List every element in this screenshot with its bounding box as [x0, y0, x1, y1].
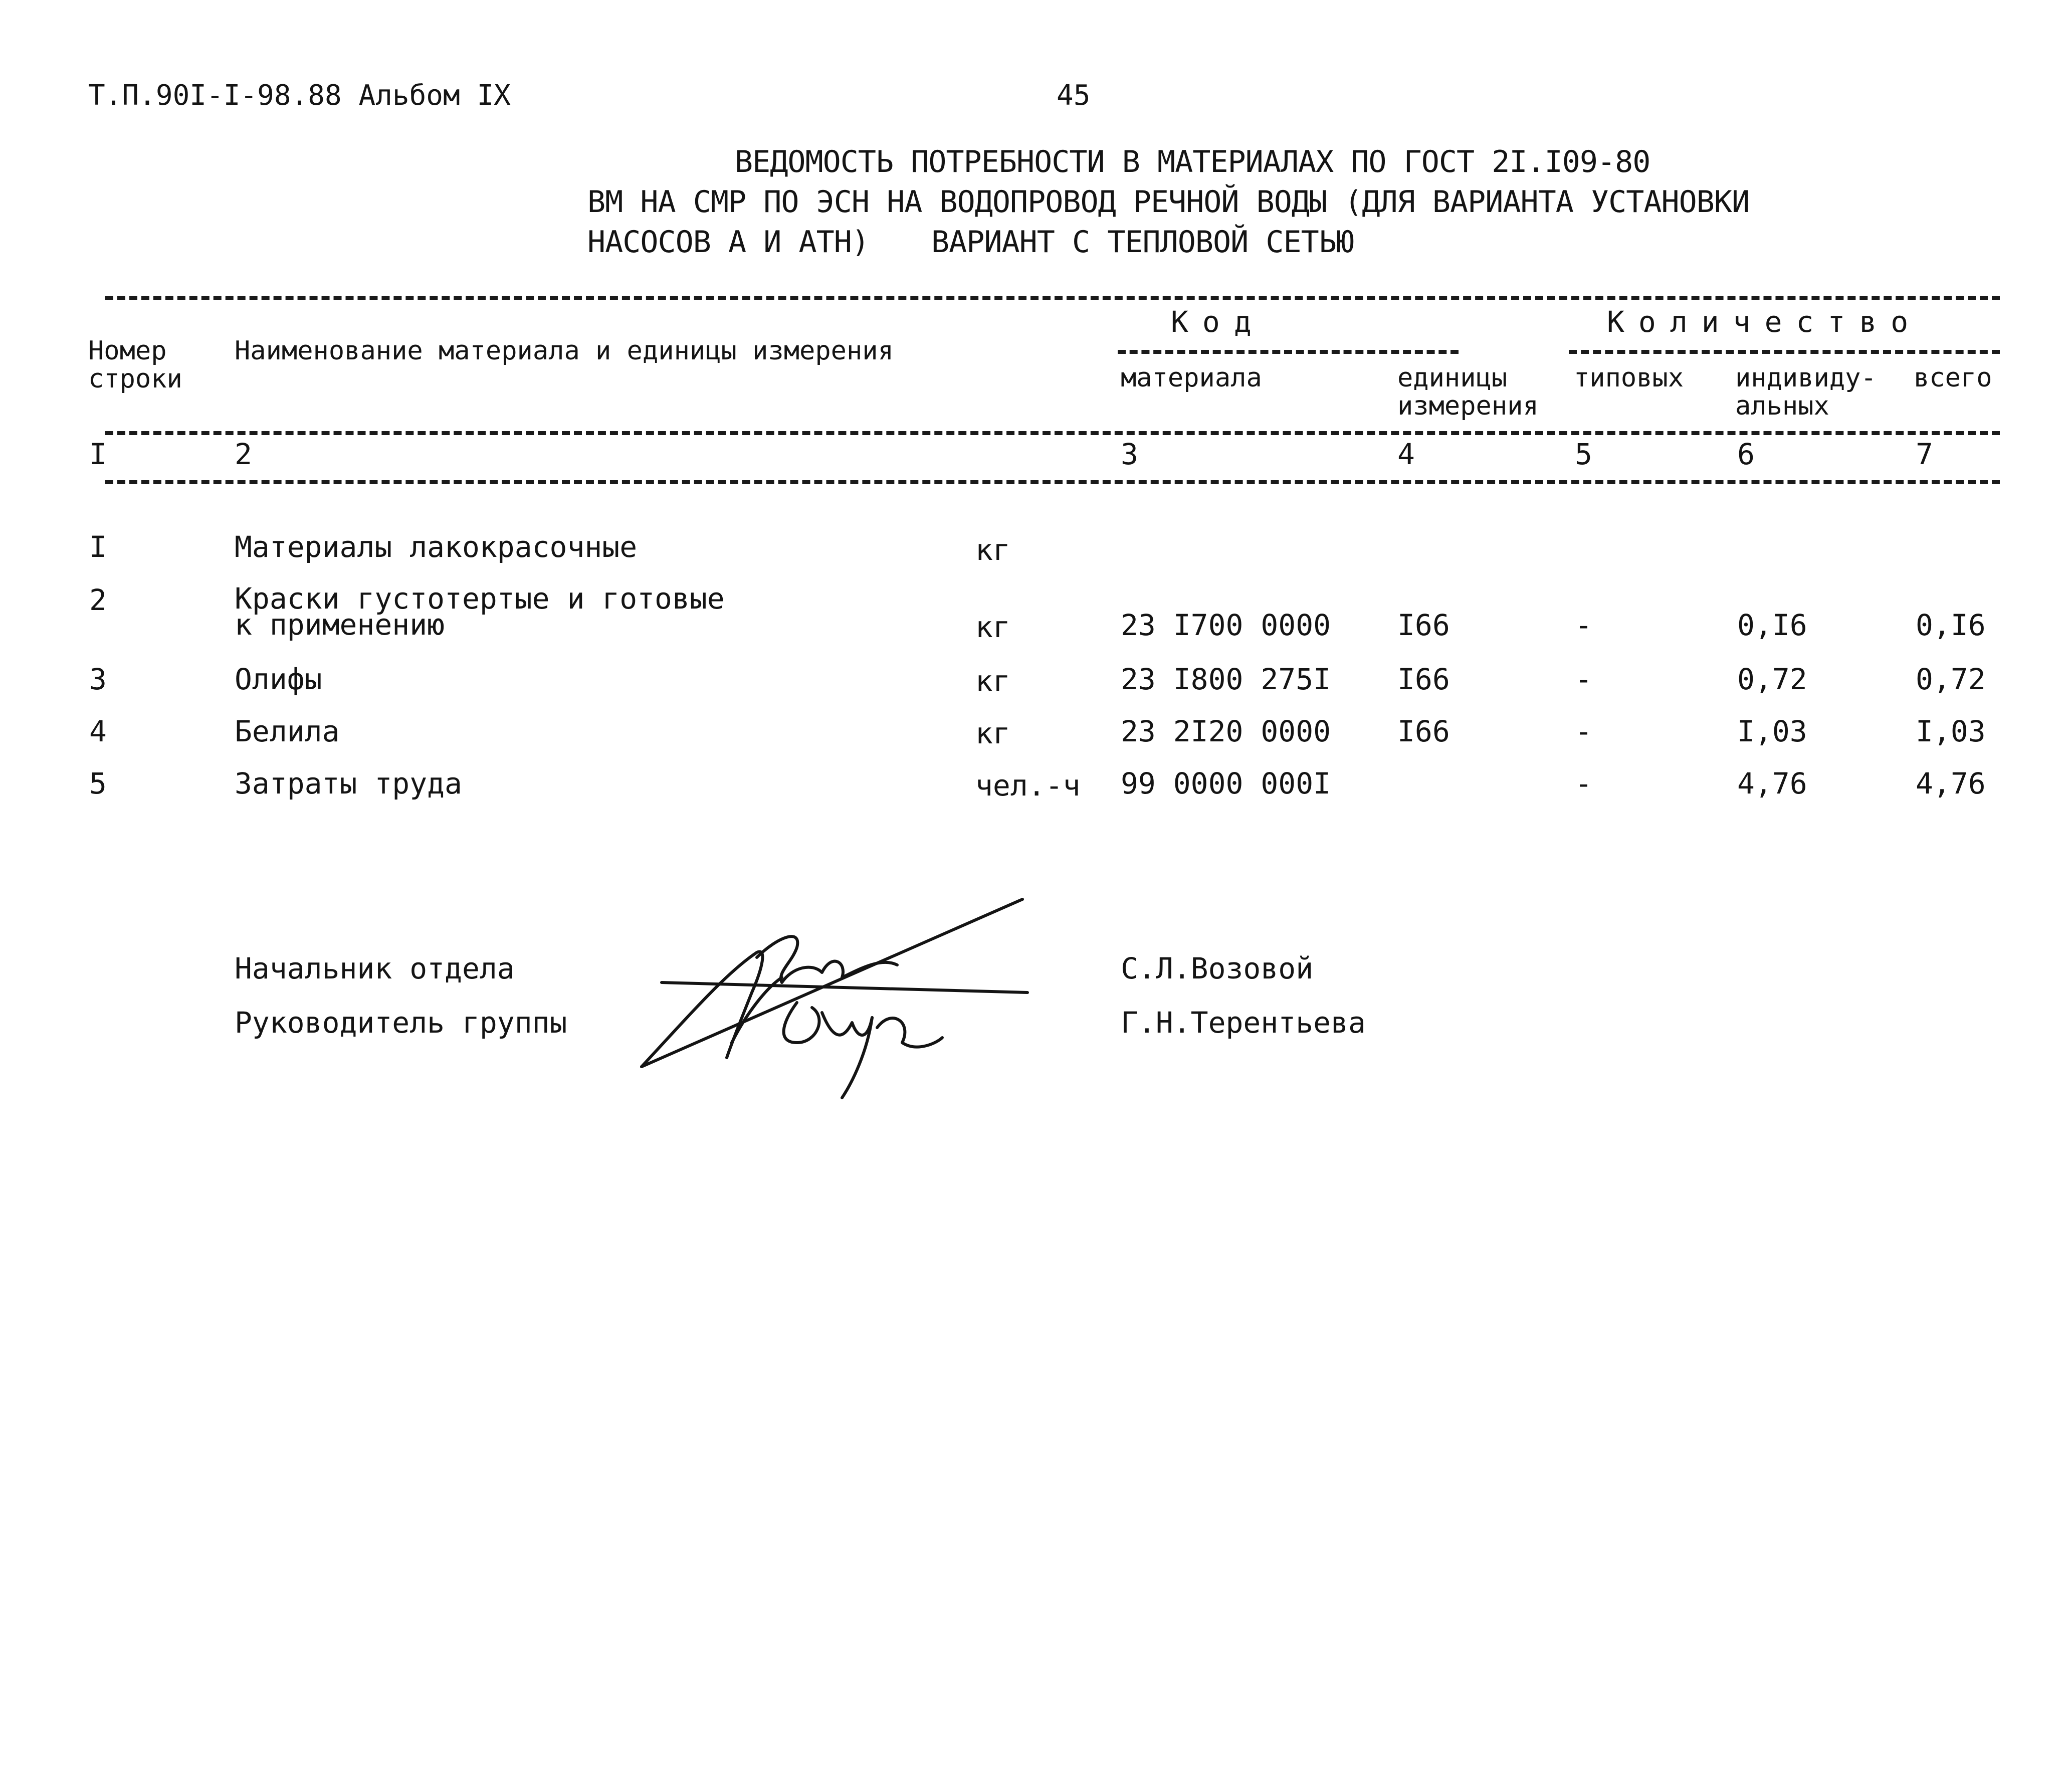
total-quantity: 0,72	[1916, 662, 1986, 696]
title-line-3a: НАСОСОВ А И АТН)	[587, 225, 869, 260]
column-number: 6	[1737, 437, 1755, 471]
document-reference: Т.П.90I-I-98.88 Альбом IX	[88, 79, 511, 112]
unit-code: I66	[1397, 608, 1450, 642]
typical-quantity: -	[1575, 766, 1592, 801]
unit-code: I66	[1397, 662, 1450, 696]
material-name: Затраты труда	[235, 766, 462, 801]
signatory-name-department-head: С.Л.Возовой	[1121, 951, 1314, 985]
quantity-group-rule	[1569, 350, 2000, 354]
title-line-2: ВМ НА СМР ПО ЭСН НА ВОДОПРОВОД РЕЧНОЙ ВОДЫ (ДЛЯ ВАРИАНТА УСТАНОВКИ	[587, 184, 1750, 220]
row-number: 4	[89, 714, 107, 748]
material-name: Краски густотертые и готовые к применению	[235, 581, 725, 642]
page-number: 45	[1057, 79, 1091, 112]
typical-quantity: -	[1575, 608, 1592, 642]
material-name: Олифы	[235, 662, 322, 696]
signatory-name-group-leader: Г.Н.Терентьева	[1121, 1006, 1366, 1040]
unit-of-measure: кг	[975, 716, 1010, 750]
column-number: I	[89, 437, 107, 471]
row-number: 3	[89, 662, 107, 696]
title-line-1: ВЕДОМОСТЬ ПОТРЕБНОСТИ В МАТЕРИАЛАХ ПО ГОСТ 2I.I09-80	[735, 144, 1650, 179]
header-typical: типовых	[1574, 363, 1684, 393]
row-number: 5	[89, 766, 107, 801]
total-quantity: 0,I6	[1916, 608, 1986, 642]
typical-quantity: -	[1575, 662, 1592, 696]
title-line-3b: ВАРИАНТ С ТЕПЛОВОЙ СЕТЬЮ	[931, 225, 1354, 260]
unit-of-measure: кг	[975, 664, 1010, 698]
row-number: 2	[89, 583, 107, 617]
individual-quantity: I,03	[1737, 714, 1807, 748]
individual-quantity: 4,76	[1737, 766, 1807, 801]
row-number: I	[89, 530, 107, 564]
column-number: 5	[1575, 437, 1592, 471]
header-individual: индивиду- альных	[1735, 363, 1877, 421]
signatory-role-department-head: Начальник отдела	[235, 951, 515, 985]
individual-quantity: 0,72	[1737, 662, 1807, 696]
header-row-number: Номер строки	[88, 336, 182, 394]
code-group-rule	[1118, 350, 1459, 354]
unit-code: I66	[1397, 714, 1450, 748]
unit-of-measure: чел.-ч	[975, 768, 1081, 803]
material-name: Материалы лакокрасочные	[235, 530, 638, 564]
header-rule	[105, 431, 2000, 435]
column-number: 4	[1397, 437, 1415, 471]
material-code: 23 I800 275I	[1121, 662, 1331, 696]
individual-quantity: 0,I6	[1737, 608, 1807, 642]
total-quantity: 4,76	[1916, 766, 1986, 801]
material-name: Белила	[235, 714, 340, 748]
column-numbers-rule	[105, 480, 2000, 484]
header-total: всего	[1914, 363, 1992, 393]
unit-of-measure: кг	[975, 610, 1010, 644]
header-material-code: материала	[1121, 363, 1262, 393]
header-quantity-group: Количество	[1607, 305, 1923, 339]
unit-of-measure: кг	[975, 533, 1010, 567]
typical-quantity: -	[1575, 714, 1592, 748]
column-number: 7	[1916, 437, 1933, 471]
header-code-group: Код	[1171, 305, 1266, 339]
signatory-role-group-leader: Руководитель группы	[235, 1006, 567, 1040]
material-code: 23 2I20 0000	[1121, 714, 1331, 748]
material-code: 99 0000 000I	[1121, 766, 1331, 801]
handwritten-signature-icon	[632, 892, 1043, 1103]
material-code: 23 I700 0000	[1121, 608, 1331, 642]
column-number: 2	[235, 437, 252, 471]
header-material-name: Наименование материала и единицы измерения	[235, 336, 894, 366]
table-top-rule	[105, 296, 2000, 300]
total-quantity: I,03	[1916, 714, 1986, 748]
header-unit-code: единицы измерения	[1397, 363, 1539, 421]
column-number: 3	[1121, 437, 1138, 471]
